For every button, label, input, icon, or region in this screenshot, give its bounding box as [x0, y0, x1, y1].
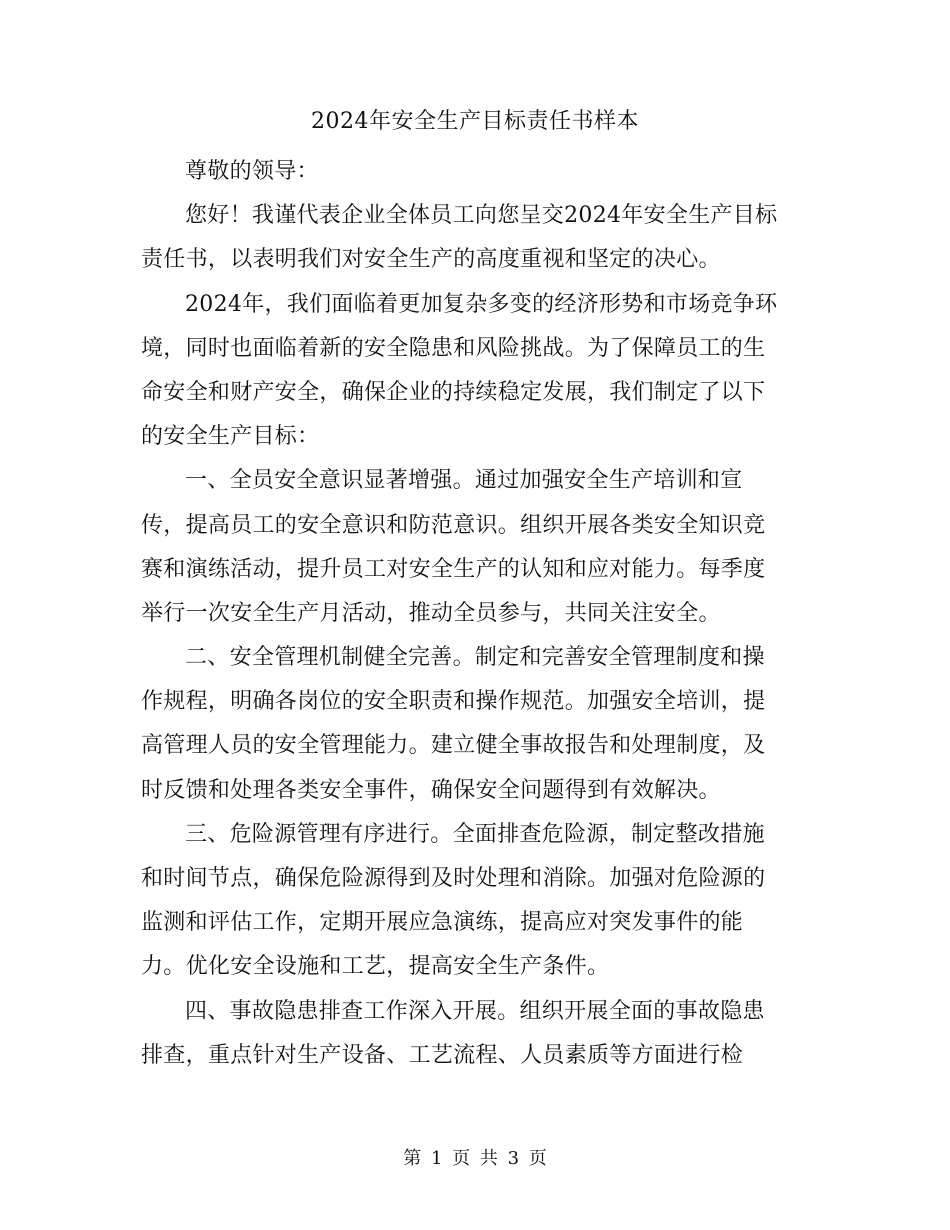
text-line: 举行一次安全生产月活动，推动全员参与，共同关注安全。	[141, 600, 721, 626]
text-line: 监测和评估工作，定期开展应急演练，提高应对突发事件的能	[141, 910, 744, 936]
text-line: 尊敬的领导：	[185, 159, 319, 184]
document-body	[141, 150, 811, 1078]
page-footer: 第 1 页 共 3 页	[403, 1148, 547, 1169]
text-line: 排查，重点针对生产设备、工艺流程、人员素质等方面进行检	[141, 1042, 744, 1068]
text-line: 传，提高员工的安全意识和防范意识。组织开展各类安全知识竞	[141, 512, 766, 538]
text-line: 2024年，我们面临着更加复杂多变的经济形势和市场竞争环	[185, 291, 778, 317]
text-line: 责任书，以表明我们对安全生产的高度重视和坚定的决心。	[141, 247, 721, 273]
text-line: 二、安全管理机制健全完善。制定和完善安全管理制度和操	[185, 645, 765, 671]
document-title: 2024年安全生产目标责任书样本	[311, 109, 639, 134]
text-line: 您好！我谨代表企业全体员工向您呈交2024年安全生产目标	[185, 203, 778, 229]
text-line: 三、危险源管理有序进行。全面排查危险源，制定整改措施	[185, 821, 765, 847]
text-line: 作规程，明确各岗位的安全职责和操作规范。加强安全培训，提	[141, 689, 766, 715]
text-line: 一、全员安全意识显著增强。通过加强安全生产培训和宣	[185, 468, 743, 494]
text-line: 力。优化安全设施和工艺，提高安全生产条件。	[141, 954, 610, 980]
text-line: 时反馈和处理各类安全事件，确保安全问题得到有效解决。	[141, 777, 721, 803]
text-line: 赛和演练活动，提升员工对安全生产的认知和应对能力。每季度	[141, 556, 766, 582]
text-line: 和时间节点，确保危险源得到及时处理和消除。加强对危险源的	[141, 866, 766, 891]
text-line: 命安全和财产安全，确保企业的持续稳定发展，我们制定了以下	[141, 379, 766, 405]
text-line: 境，同时也面临着新的安全隐患和风险挑战。为了保障员工的生	[141, 335, 766, 361]
text-line: 高管理人员的安全管理能力。建立健全事故报告和处理制度，及	[141, 733, 766, 759]
text-line: 四、事故隐患排查工作深入开展。组织开展全面的事故隐患	[185, 998, 765, 1024]
text-line: 的安全生产目标：	[141, 424, 320, 450]
